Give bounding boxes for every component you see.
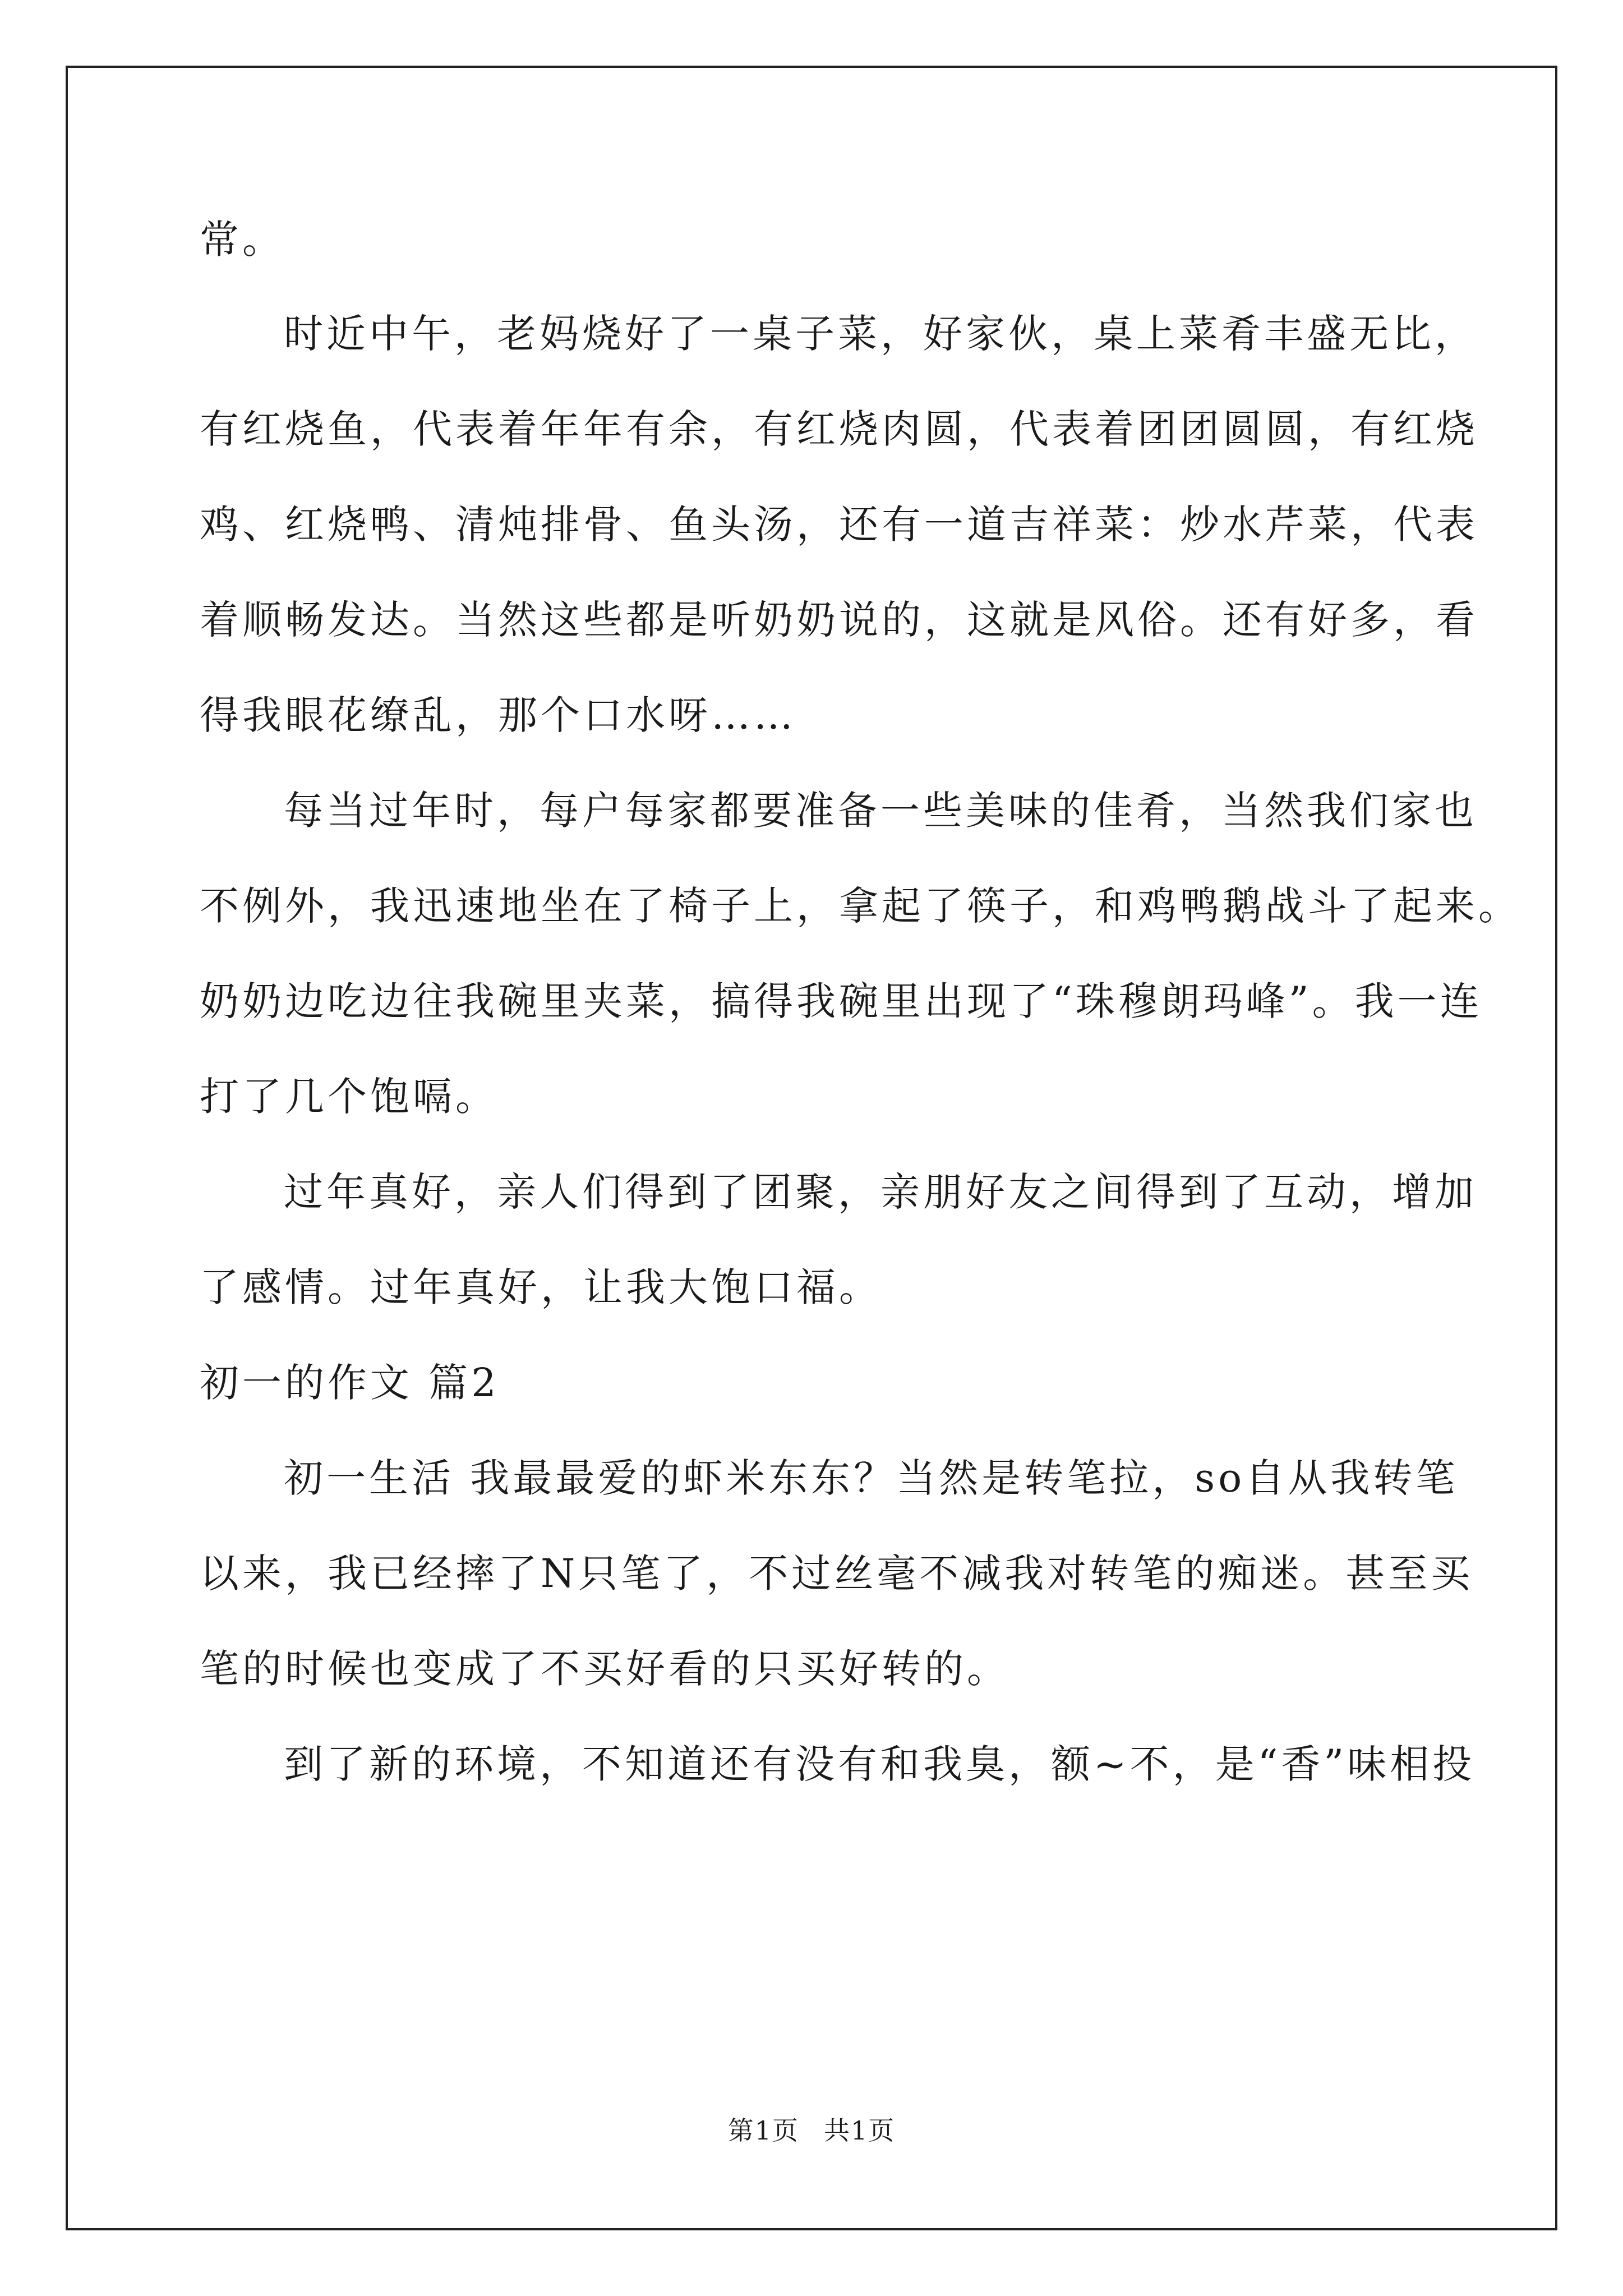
text-line: 过年真好，亲人们得到了团聚，亲朋好友之间得到了互动，增加 [284,1169,1477,1215]
text-line: 每当过年时，每户每家都要准备一些美味的佳肴，当然我们家也 [284,788,1477,834]
text-line: 有红烧鱼，代表着年年有余，有红烧肉圆，代表着团团圆圆，有红烧 [200,406,1478,452]
text-line: 到了新的环境，不知道还有没有和我臭，额~不，是“香”味相投 [284,1741,1476,1787]
text-line: 鸡、红烧鸭、清炖排骨、鱼头汤，还有一道吉祥菜：炒水芹菜，代表 [200,501,1478,547]
text-line: 得我眼花缭乱，那个口水呀…… [200,692,796,738]
page-border [66,66,1557,2230]
text-line: 常。 [200,217,285,263]
text-line: 时近中午，老妈烧好了一桌子菜，好家伙，桌上菜肴丰盛无比， [284,311,1477,357]
text-line: 了感情。过年真好，让我大饱口福。 [200,1264,882,1310]
text-line: 打了几个饱嗝。 [200,1074,498,1120]
text-line: 笔的时候也变成了不买好看的只买好转的。 [200,1646,1009,1692]
section-heading: 初一的作文 篇2 [200,1360,500,1406]
page-footer [0,2114,1623,2147]
page-total: 共1页 [824,2115,896,2146]
text-line: 着顺畅发达。当然这些都是听奶奶说的，这就是风俗。还有好多，看 [200,597,1478,643]
text-line: 不例外，我迅速地坐在了椅子上，拿起了筷子，和鸡鸭鹅战斗了起来。 [200,883,1521,929]
text-line: 初一生活 我最最爱的虾米东东？当然是转笔拉，so自从我转笔 [284,1455,1459,1501]
text-line: 以来，我已经摔了N只笔了，不过丝毫不减我对转笔的痴迷。甚至买 [200,1550,1474,1596]
text-line: 奶奶边吃边往我碗里夹菜，搞得我碗里出现了“珠穆朗玛峰”。我一连 [200,978,1483,1024]
page-number: 第1页 [727,2115,799,2146]
